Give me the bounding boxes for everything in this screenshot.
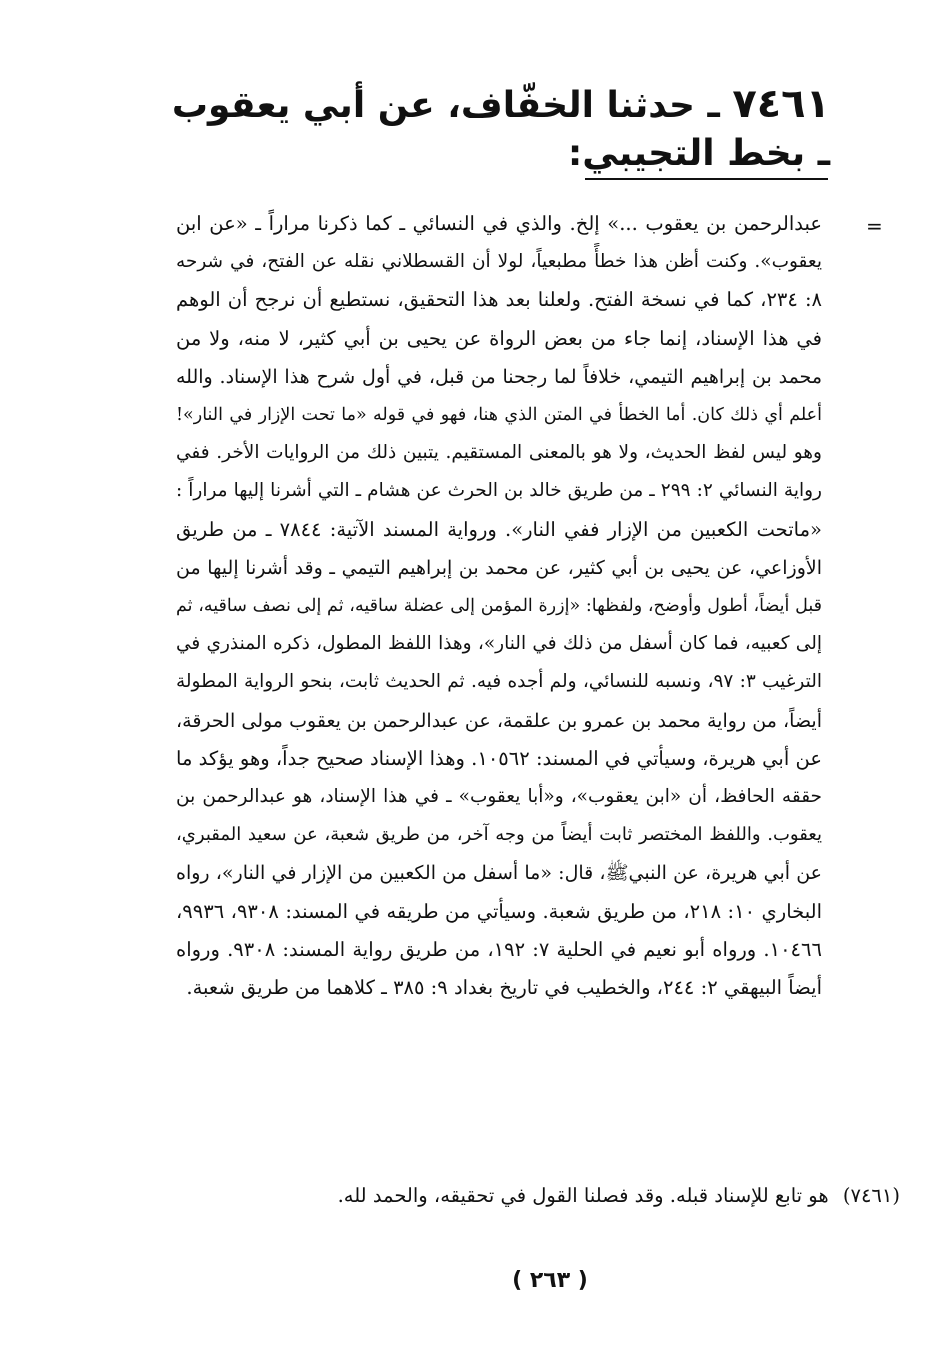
page-number: ( ٢٦٣ ) <box>512 1268 588 1293</box>
text-line: الترغيب ٣: ٩٧، ونسبه للنسائي، ولم أجده فيه. ثم الحديث ثابت، بنحو الرواية المطولة <box>176 671 822 693</box>
text-line: ١٠٤٦٦. ورواه أبو نعيم في الحلية ٧: ١٩٢، من طريق رواية المسند: ٩٣٠٨. ورواه <box>176 937 822 961</box>
text-line: في هذا الإسناد، إنما جاء من بعض الرواة عن يحيى بن أبي كثير، لا منه، ولا من <box>176 326 822 350</box>
footnote-text: هو تابع للإسناد قبله. وقد فصلنا القول في تحقيقه، والحمد لله. <box>337 1184 829 1207</box>
text-line: «ماتحت الكعبين من الإزار ففي النار». ورواية المسند الآتية: ٧٨٤٤ ـ من طريق <box>176 517 822 541</box>
text-line: عبدالرحمن بن يعقوب ...» إلخ. والذي في النسائي ـ كما ذكرنا مراراً ـ «عن ابن <box>176 212 822 235</box>
text-line: عن أبي هريرة، وسيأتي في المسند: ١٠٥٦٢. وهذا الإسناد صحيح جداً، وهو يؤكد ما <box>176 746 822 770</box>
text-line: وهو ليس لفظ الحديث، ولا هو بالمعنى المستقيم. يتبين ذلك من الروايات الأخر. ففي <box>176 442 822 464</box>
text-line: أعلم أي ذلك كان. أما الخطأ في المتن الذي هنا، فهو في قوله «ما تحت الإزار في النار»! <box>176 405 822 426</box>
text-line: رواية النسائي ٢: ٢٩٩ ـ من طريق خالد بن الحرث عن هشام ـ التي أشرنا إليها مراراً : <box>176 480 822 502</box>
text-line: حققه الحافظ، أن «ابن يعقوب»، و«أبا يعقوب» ـ في هذا الإسناد، هو عبدالرحمن بن <box>176 786 822 808</box>
text-line: البخاري ١٠: ٢١٨، من طريق شعبة. وسيأتي من طريقه في المسند: ٩٣٠٨، ٩٩٣٦، <box>176 899 822 923</box>
text-line: أيضاً البيهقي ٢: ٢٤٤، والخطيب في تاريخ بغداد ٩: ٣٨٥ ـ كلاهما من طريق شعبة. <box>186 976 822 1000</box>
text-line: يعقوب». وكنت أظن هذا خطأً مطبعياً، لولا أن القسطلاني نقله عن الفتح، في شرحه <box>176 251 822 273</box>
commentary-text <box>176 205 822 1007</box>
text-line: إلى كعبيه، فما كان أسفل من ذلك في النار»، وهذا اللفظ المطول، ذكره المنذري في <box>176 633 822 655</box>
continuation-marker: = <box>866 214 883 238</box>
heading-rule <box>585 178 828 180</box>
text-line: ٨: ٢٣٤، كما في نسخة الفتح. ولعلنا بعد هذا التحقيق، نستطيع أن نرجح أن الوهم <box>176 288 822 312</box>
text-line: قبل أيضاً، أطول وأوضح، ولفظها: «إزرة المؤمن إلى عضلة ساقيه، ثم إلى نصف ساقيه، ثم <box>176 596 822 617</box>
footnote-number: (٧٤٦١) <box>842 1184 900 1207</box>
text-line: أيضاً، من رواية محمد بن عمرو بن علقمة، عن عبدالرحمن بن يعقوب مولى الحرقة، <box>176 709 822 732</box>
text-line: يعقوب. واللفظ المختصر ثابت أيضاً من وجه آخر، من طريق شعبة، عن سعيد المقبري، <box>176 824 822 846</box>
hadith-heading <box>150 80 830 178</box>
text-line: محمد بن إبراهيم التيمي، خلافاً لما رجحنا من قبل، في أول شرح هذا الإسناد. والله <box>176 365 822 388</box>
text-line: الأوزاعي، عن يحيى بن أبي كثير، عن محمد بن إبراهيم التيمي ـ وقد أشرنا إليها من <box>176 556 822 579</box>
text-line: عن أبي هريرة، عن النبيﷺ، قال: «ما أسفل من الكعبين من الإزار في النار»، رواه <box>176 862 822 885</box>
hadith-heading-text: ـ حدثنا الخفّاف، عن أبي يعقوب ـ بخط التجيبي: <box>171 85 830 174</box>
hadith-number: ٧٤٦١ <box>732 81 830 127</box>
footnote <box>200 1180 900 1212</box>
